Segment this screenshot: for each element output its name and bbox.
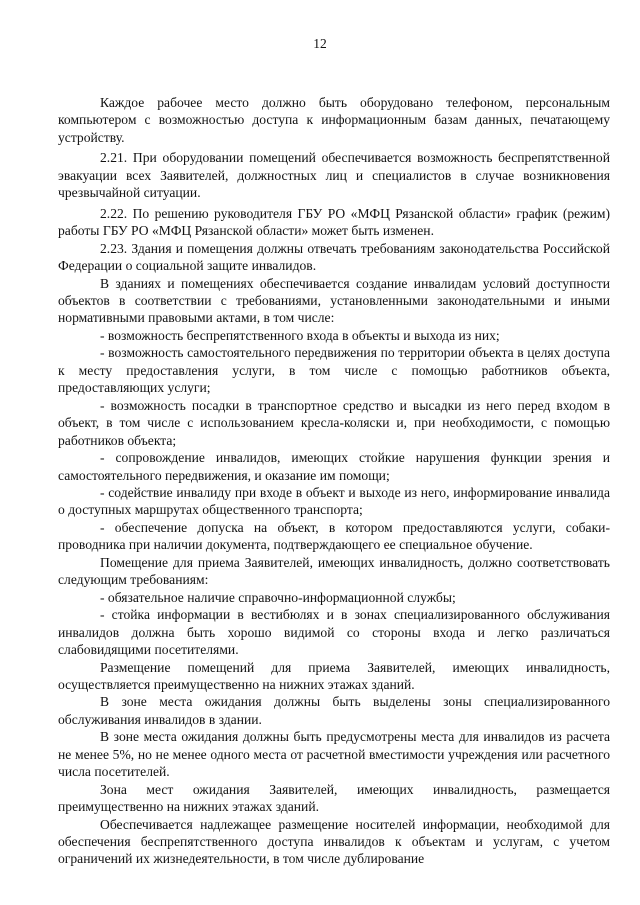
- list-item-guide-dog: - обеспечение допуска на объект, в котором предоставляются услуги, собаки-проводника при наличии документа, подтверждающего ее специальное обучение.: [58, 519, 610, 553]
- list-item-info-service: - обязательное наличие справочно-информационной службы;: [100, 589, 456, 605]
- page-number: 12: [313, 36, 327, 51]
- paragraph-reception-room: Помещение для приема Заявителей, имеющих инвалидность, должно соответствовать следующим требованиям:: [58, 554, 610, 588]
- paragraph-waiting-area: Зона мест ожидания Заявителей, имеющих инвалидность, размещается преимущественно на нижних этажах зданий.: [58, 781, 610, 815]
- list-item-entrance: - возможность беспрепятственного входа в объекты и выхода из них;: [100, 327, 500, 343]
- paragraph-lower-floors: Размещение помещений для приема Заявителей, имеющих инвалидность, осуществляется преимущественно на нижних этажах зданий.: [58, 659, 610, 692]
- paragraph-accessibility-conditions: В зданиях и помещениях обеспечивается создание инвалидам условий доступности объектов в соответствии с требованиями, установленными законодательными и иными нормативными правовыми актами, в том числе:: [58, 275, 610, 326]
- list-item-assistance: - содействие инвалиду при входе в объект и выходе из него, информирование инвалида о доступных маршрутах общественного транспорта;: [58, 484, 610, 518]
- list-item-escort: - сопровождение инвалидов, имеющих стойкие нарушения функции зрения и самостоятельного передвижения, и оказание им помощи;: [58, 450, 610, 483]
- list-item-info-desk: - стойка информации в вестибюлях и в зонах специализированного обслуживания инвалидов должна быть хорошо видимой со стороны входа и легко различаться слабовидящими посетителями.: [58, 607, 610, 658]
- paragraph-waiting-zones: В зоне места ожидания должны быть выделены зоны специализированного обслуживания инвалидов в здании.: [58, 694, 610, 727]
- paragraph-information-media: Обеспечивается надлежащее размещение носителей информации, необходимой для обеспечения беспрепятственного доступа инвалидов к объектам и услугам, с учетом ограничений их жизнедеятельности, в том числе дублирование: [58, 816, 610, 867]
- list-item-transport: - возможность посадки в транспортное средство и высадки из него перед входом в объект, в том числе с использованием кресла-коляски и, при необходимости, с помощью работников объекта;: [58, 397, 610, 448]
- paragraph-workplace-equipment: Каждое рабочее место должно быть оборудовано телефоном, персональным компьютером с возможностью доступа к информационным базам данных, печатающему устройству.: [58, 95, 610, 145]
- paragraph-2-21: 2.21. При оборудовании помещений обеспечивается возможность беспрепятственной эвакуации всех Заявителей, должностных лиц и специалистов в случае возникновения чрезвычайной ситуации.: [58, 150, 610, 201]
- paragraph-2-23: 2.23. Здания и помещения должны отвечать требованиям законодательства Российской Федерации о социальной защите инвалидов.: [58, 240, 610, 274]
- paragraph-2-22: 2.22. По решению руководителя ГБУ РО «МФЦ Рязанской области» график (режим) работы ГБУ РО «МФЦ Рязанской области» может быть изменен.: [58, 205, 610, 239]
- paragraph-waiting-seats: В зоне места ожидания должны быть предусмотрены места для инвалидов из расчета не менее 5%, но не менее одного места от расчетной вместимости учреждения или расчетного числа посетителей.: [58, 729, 610, 780]
- document-body: [58, 94, 610, 868]
- list-item-movement: - возможность самостоятельного передвижения по территории объекта в целях доступа к месту предоставления услуги, в том числе с помощью работников объекта, предоставляющих услуги;: [58, 345, 610, 396]
